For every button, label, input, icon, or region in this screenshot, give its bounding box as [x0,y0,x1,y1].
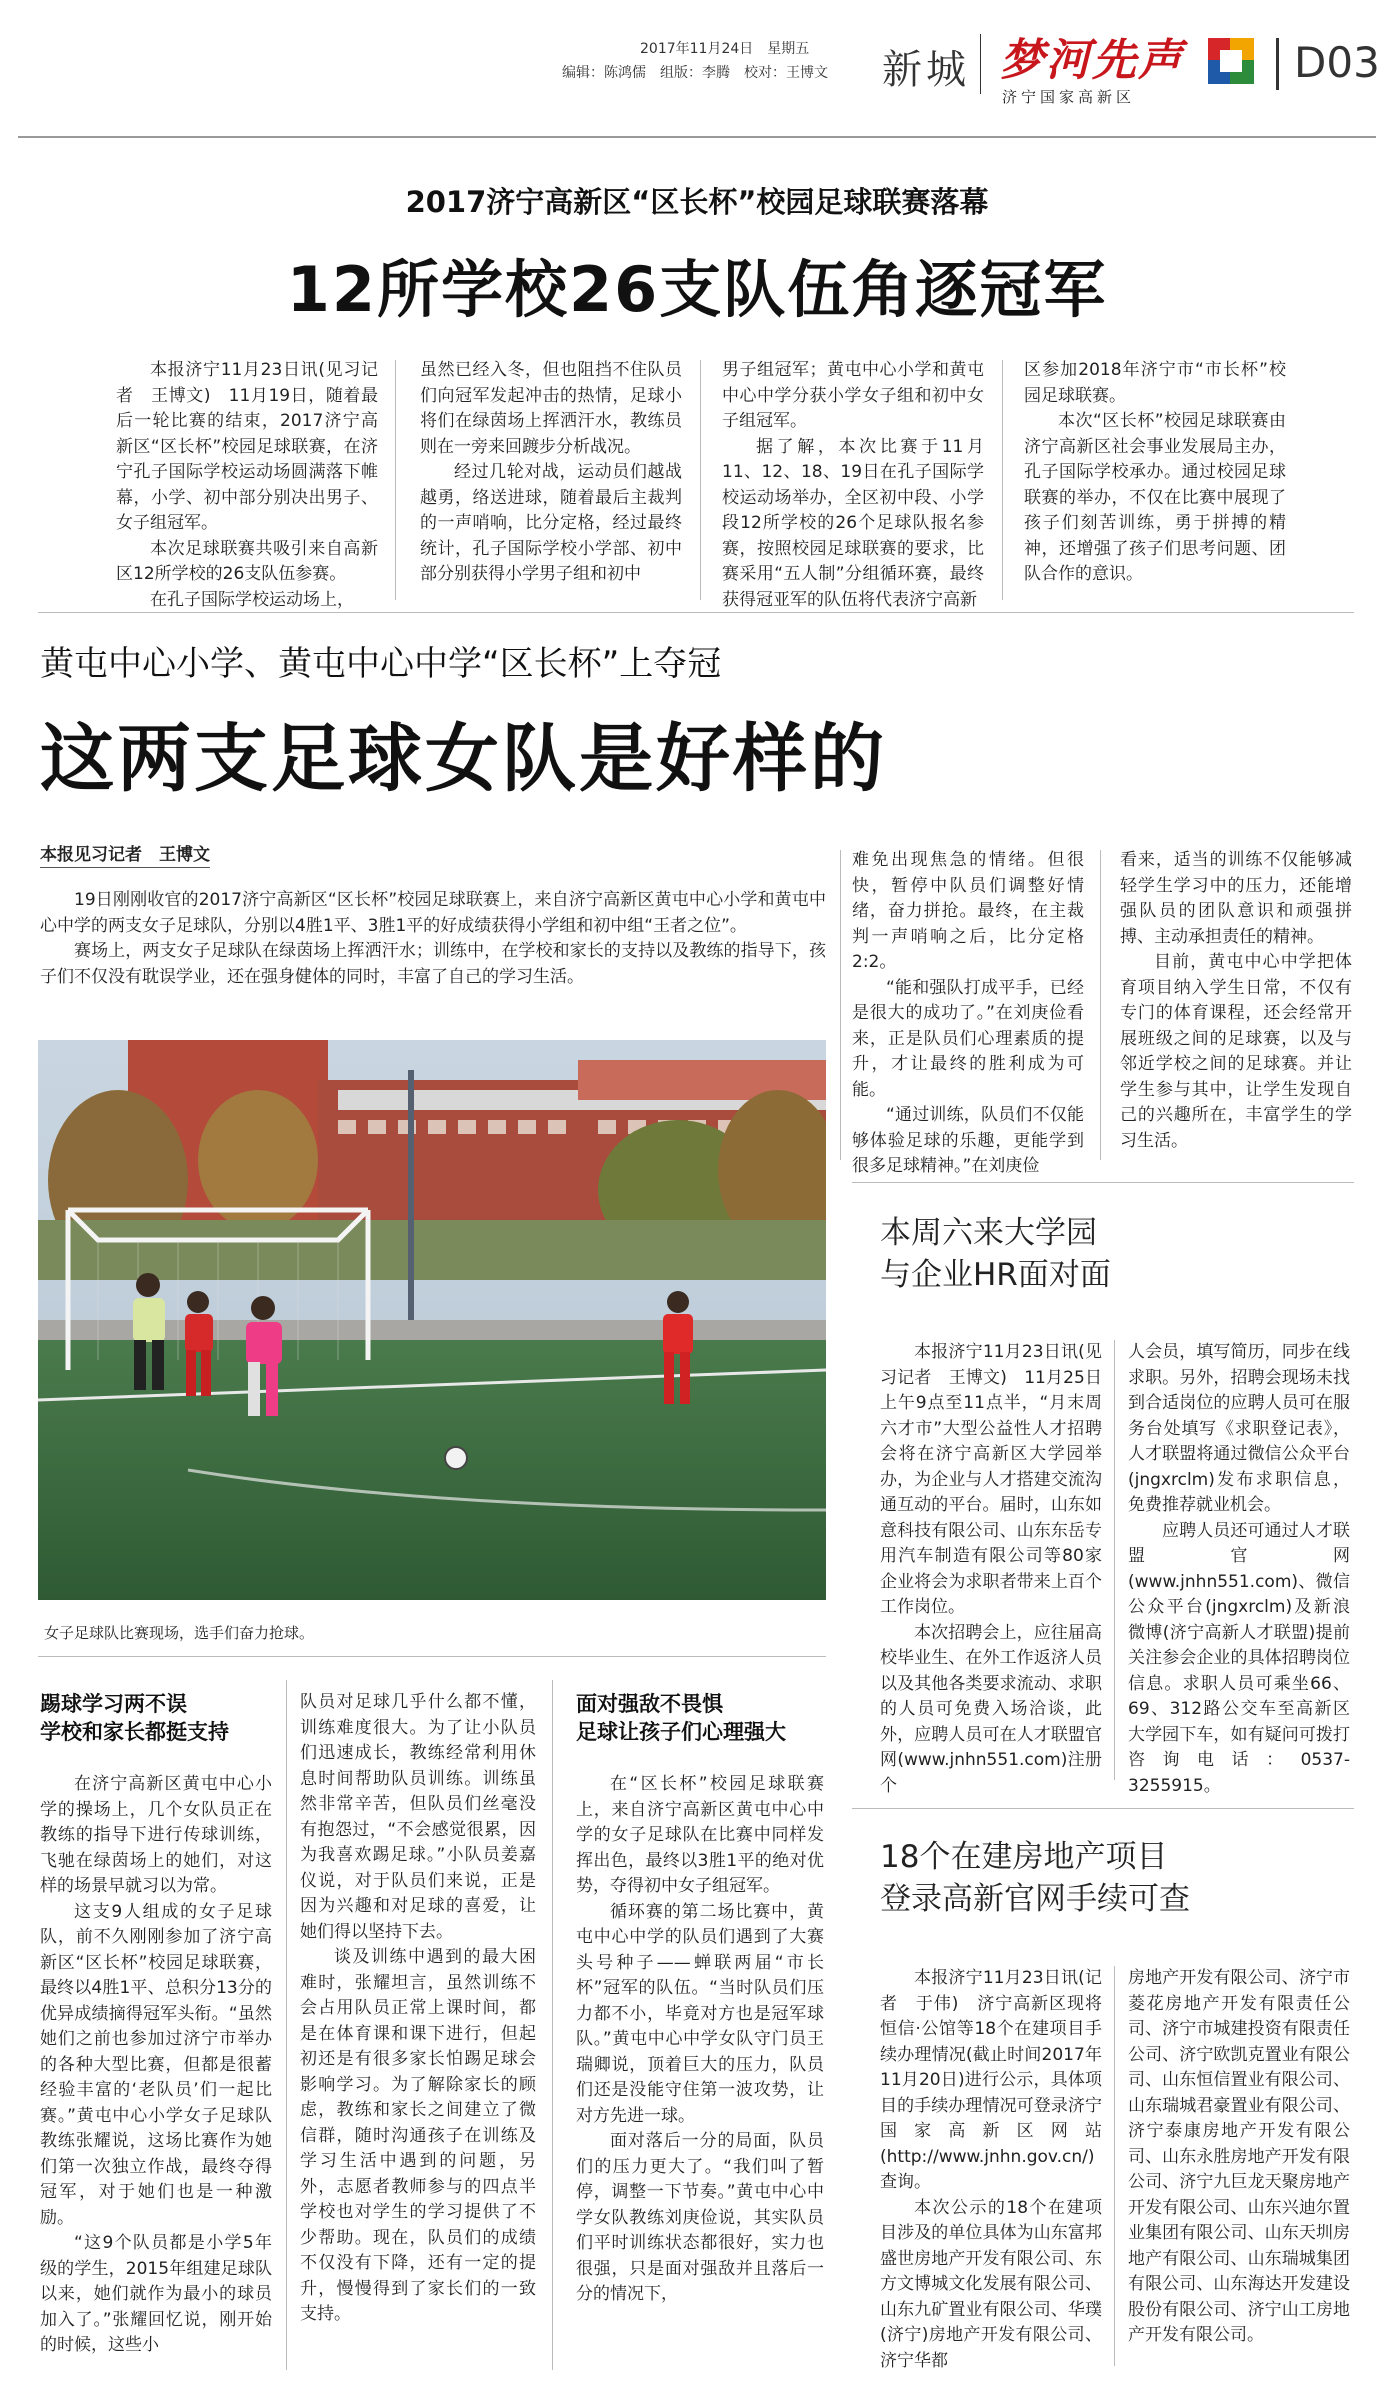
article3-para: 本报济宁11月23日讯(见习记者 王博文) 11月25日上午9点至11点半，“月末周六才市”大型公益性人才招聘会将在济宁高新区大学园举办，为企业与人才搭建交流沟通互动的平台。届时，山东如意科技有限公司、山东东岳专用汽车制造有限公司等80家企业将会为求职者带来上百个工作岗位。 [880,1342,1102,1617]
article1-kicker: 2017济宁高新区“区长杯”校园足球联赛落幕 [405,185,989,219]
sub1-para: 在济宁高新区黄屯中心小学的操场上，几个女队员正在教练的指导下进行传球训练，飞驰在绿茵场上的她们，对这样的场景早就习以为常。 [40,1774,272,1896]
article2-byline: 本报见习记者 王博文 [40,840,210,868]
col-divider [700,360,701,600]
article1-headline: 12所学校26支队伍角逐冠军 [286,253,1108,326]
article1-para: 经过几轮对战，运动员们越战越勇，络送进球，随着最后主裁判的一声哨响，比分定格，经过最终统计，孔子国际学校小学部、初中部分别获得小学男子组和初中 [420,462,682,584]
article1-para: 本次“区长杯”校园足球联赛由济宁高新区社会事业发展局主办，孔子国际学校承办。通过校园足球联赛的举办，不仅在比赛中展现了孩子们刻苦训练，勇于拼搏的精神，还增强了孩子们思考问题、团队合作的意识。 [1024,411,1286,584]
article1-para: 本次足球联赛共吸引来自高新区12所学校的26支队伍参赛。 [116,538,378,584]
article3-headline [880,1212,1111,1296]
masthead-subtitle: 济宁国家高新区 [1002,88,1136,106]
article2-right-col1 [852,848,1084,1180]
sub1-col2 [300,1690,536,2328]
article3-para: 人会员，填写简历，同步在线求职。另外，招聘会现场未找到合适岗位的应聘人员可在服务台处填写《求职登记表》，人才联盟将通过微信公众平台(jngxrclm)发布求职信息，免费推荐就业机会。 [1128,1342,1350,1515]
sub2-title-line: 足球让孩子们心理强大 [576,1720,786,1744]
section-rule [852,1808,1354,1809]
article3-headline-line: 本周六来大学园 [880,1215,1097,1251]
article1-col1 [116,358,378,613]
col-divider [286,1680,287,2370]
sub1-para: 谈及训练中遇到的最大困难时，张耀坦言，虽然训练不会占用队员正常上课时间，都是在体育课和课下进行，但起初还是有很多家长怕踢足球会影响学习。为了解除家长的顾虑，教练和家长之间建立了微信群，随时沟通孩子在训练及学习生活中遇到的问题，另外，志愿者教师参与的四点半学校也对学生的学习提供了不少帮助。现在，队员们的成绩不仅没有下降，还有一定的提升，慢慢得到了家长们的一致支持。 [300,1947,536,2324]
masthead-logo-text: 梦河先声 [1000,35,1184,86]
article1-para: 在孔子国际学校运动场上， [150,589,354,610]
staff-line: 编辑：陈鸿儒 组版：李腾 校对：王博文 [562,65,828,81]
article4-para: 本次公示的18个在建项目涉及的单位具体为山东富邦盛世房地产开发有限公司、东方文博城文化发展有限公司、山东九矿置业有限公司、华璞(济宁)房地产开发有限公司、济宁华都 [880,2197,1102,2371]
divider-1 [980,34,981,94]
article1-para: 区参加2018年济宁市“市长杯”校园足球联赛。 [1024,360,1286,406]
hi-tech-zone-logo-icon [1204,34,1258,88]
article4-headline-line: 登录高新官网手续可查 [880,1881,1190,1917]
article1-para: 据了解，本次比赛于11月11、12、18、19日在孔子国际学校运动场举办，全区初中段、小学段12所学校的26个足球队报名参赛，按照校园足球联赛的要求，比赛采用“五人制”分组循环赛，最终获得冠亚军的队伍将代表济宁高新 [722,436,984,610]
article2-para: “能和强队打成平手，已经是很大的成功了。”在刘庚俭看来，正是队员们心理素质的提升，才让最终的胜利成为可能。 [852,977,1084,1100]
sub1-title [40,1690,280,1746]
masthead-bar [0,0,1394,120]
article3-col2 [1128,1340,1350,1799]
col-divider [395,360,396,600]
article1-para: 男子组冠军；黄屯中心小学和黄屯中心中学分获小学女子组和初中女子组冠军。 [722,360,984,431]
sub1-para: 队员对足球几乎什么都不懂，训练难度很大。为了让小队员们迅速成长，教练经常利用休息时间帮助队员训练。训练虽然非常辛苦，但队员们丝毫没有抱怨过，“不会感觉很累，因为我喜欢踢足球。”小队员姜嘉仪说，对于队员们来说，正是因为兴趣和对足球的喜爱，让她们得以坚持下去。 [300,1692,536,1942]
article2-lead-para: 赛场上，两支女子足球队在绿茵场上挥洒汗水；训练中，在学校和家长的支持以及教练的指导下，孩子们不仅没有耽误学业，还在强身健体的同时，丰富了自己的学习生活。 [40,941,826,987]
col-divider [1114,1340,1115,1780]
section-rule [38,612,1354,613]
article2-para: 难免出现焦急的情绪。但很快，暂停中队员们调整好情绪，奋力拼抢。最终，在主裁判一声哨响之后，比分定格2:2。 [852,850,1084,972]
col-divider [1114,1966,1115,2366]
article2-headline: 这两支足球女队是好样的 [40,716,887,802]
article1-col4 [1024,358,1286,588]
sub1-col1 [40,1772,272,2359]
sub2-para: 面对落后一分的局面，队员们的压力更大了。“我们叫了暂停，调整一下节奏。”黄屯中心中学女队教练刘庚俭说，其实队员们平时训练状态都很好，实力也很强，只是面对强敌并且落后一分的情况下， [576,2131,824,2304]
sub2-title-line: 面对强敌不畏惧 [576,1692,723,1716]
article4-col1 [880,1966,1102,2374]
sub2-para: 循环赛的第二场比赛中，黄屯中心中学的队员们遇到了大赛头号种子——蝉联两届“市长杯”冠军的队伍。“当时队员们压力都不小，毕竟对方也是冠军球队。”黄屯中心中学女队守门员王瑞卿说，顶着巨大的压力，队员们还是没能守住第一波攻势，让对方先进一球。 [576,1901,824,2126]
article4-para: 房地产开发有限公司、济宁市菱花房地产开发有限责任公司、济宁市城建投资有限责任公司、济宁欧凯克置业有限公司、山东恒信置业有限公司、山东瑞城君豪置业有限公司、济宁泰康房地产开发有限公司、山东永胜房地产开发有限公司、济宁九巨龙天聚房地产开发有限公司、山东兴迪尔置业集团有限公司、山东天圳房地产有限公司、山东瑞城集团有限公司、山东海达开发建设股份有限公司、济宁山工房地产开发有限公司。 [1128,1968,1350,2345]
col-divider [840,850,841,1160]
date-line: 2017年11月24日 星期五 [640,41,810,57]
article1-col2 [420,358,682,588]
sub2-col [576,1772,824,2308]
article4-col2 [1128,1966,1350,2349]
sub2-para: 在“区长杯”校园足球联赛上，来自济宁高新区黄屯中心中学的女子足球队在比赛中同样发挥出色，最终以3胜1平的绝对优势，夺得初中女子组冠军。 [576,1774,824,1896]
article2-right-col2 [1120,848,1352,1154]
article4-para: 本报济宁11月23日讯(记者 于伟) 济宁高新区现将恒信·公馆等18个在建项目手续办理情况(截止时间2017年11月20日)进行公示，具体项目的手续办理情况可登录济宁国家高新区网站(http://www.jnhn.gov.cn/)查询。 [880,1968,1102,2192]
section-name: 新城 [882,47,970,93]
col-divider [552,1680,553,2370]
article2-para: 目前，黄屯中心中学把体育项目纳入学生日常，不仅有专门的体育课程，还会经常开展班级之间的足球赛，以及与邻近学校之间的足球赛。并让学生参与其中，让学生发现自己的兴趣所在，丰富学生的学习生活。 [1120,952,1352,1151]
sub1-para: “这9个队员都是小学5年级的学生，2015年组建足球队以来，她们就作为最小的球员加入了。”张耀回忆说，刚开始的时候，这些小 [40,2233,272,2355]
article4-headline [880,1836,1190,1920]
article2-para: “通过训练，队员们不仅能够体验足球的乐趣，更能学到很多足球精神。”在刘庚俭 [852,1105,1084,1176]
article4-headline-line: 18个在建房地产项目 [880,1839,1168,1875]
sub1-para: 这支9人组成的女子足球队，前不久刚刚参加了济宁高新区“区长杯”校园足球联赛，最终以4胜1平、总积分13分的优异成绩摘得冠军头衔。“虽然她们之前也参加过济宁市举办的各种大型比赛，但都是很蓄经验丰富的‘老队员’们一起比赛。”黄屯中心小学女子足球队教练张耀说，这场比赛作为她们第一次独立作战，最终夺得冠军，对于她们也是一种激励。 [40,1901,272,2228]
article2-kicker: 黄屯中心小学、黄屯中心中学“区长杯”上夺冠 [40,644,722,684]
section-rule [38,1656,826,1657]
article2-lead [40,888,826,990]
article3-para: 本次招聘会上，应往届高校毕业生、在外工作返济人员以及其他各类要求流动、求职的人员可免费入场洽谈，此外，应聘人员可在人才联盟官网(www.jnhn551.com)注册个 [880,1622,1102,1796]
section-rule [852,1182,1354,1183]
photo-caption: 女子足球队比赛现场，选手们奋力抢球。 [44,1624,315,1642]
sub1-title-line: 学校和家长都挺支持 [40,1720,229,1744]
article2-lead-para: 19日刚刚收官的2017济宁高新区“区长杯”校园足球联赛上，来自济宁高新区黄屯中心小学和黄屯中心中学的两支女子足球队，分别以4胜1平、3胜1平的好成绩获得小学组和初中组“王者之位”。 [40,890,826,936]
article3-para: 应聘人员还可通过人才联盟官网(www.jnhn551.com)、微信公众平台(jngxrclm)及新浪微博(济宁高新人才联盟)提前关注参会企业的具体招聘岗位信息。求职人员可乘坐66、69、312路公交车至高新区大学园下车，如有疑问可拨打咨询电话：0537-3255915。 [1128,1520,1350,1796]
article2-para: 看来，适当的训练不仅能够减轻学生学习中的压力，还能增强队员的团队意识和顽强拼搏、主动承担责任的精神。 [1120,850,1352,947]
article1-para: 本报济宁11月23日讯(见习记者 王博文) 11月19日，随着最后一轮比赛的结束，2017济宁高新区“区长杯”校园足球联赛，在济宁孔子国际学校运动场圆满落下帷幕，小学、初中部分别决出男子、女子组冠军。 [116,360,378,533]
article1-col3 [722,358,984,613]
header-rule [18,136,1376,138]
page-number: D03 [1294,38,1380,87]
sub1-title-line: 踢球学习两不误 [40,1692,187,1716]
article1-para: 虽然已经入冬，但也阻挡不住队员们向冠军发起冲击的热情，足球小将们在绿茵场上挥洒汗水，教练员则在一旁来回踱步分析战况。 [420,360,682,457]
divider-2 [1276,38,1279,90]
col-divider [1100,850,1101,1160]
sub2-title [576,1690,826,1746]
football-match-photo [38,1040,826,1600]
article3-headline-line: 与企业HR面对面 [880,1257,1111,1293]
article3-col1 [880,1340,1102,1799]
col-divider [1002,360,1003,600]
